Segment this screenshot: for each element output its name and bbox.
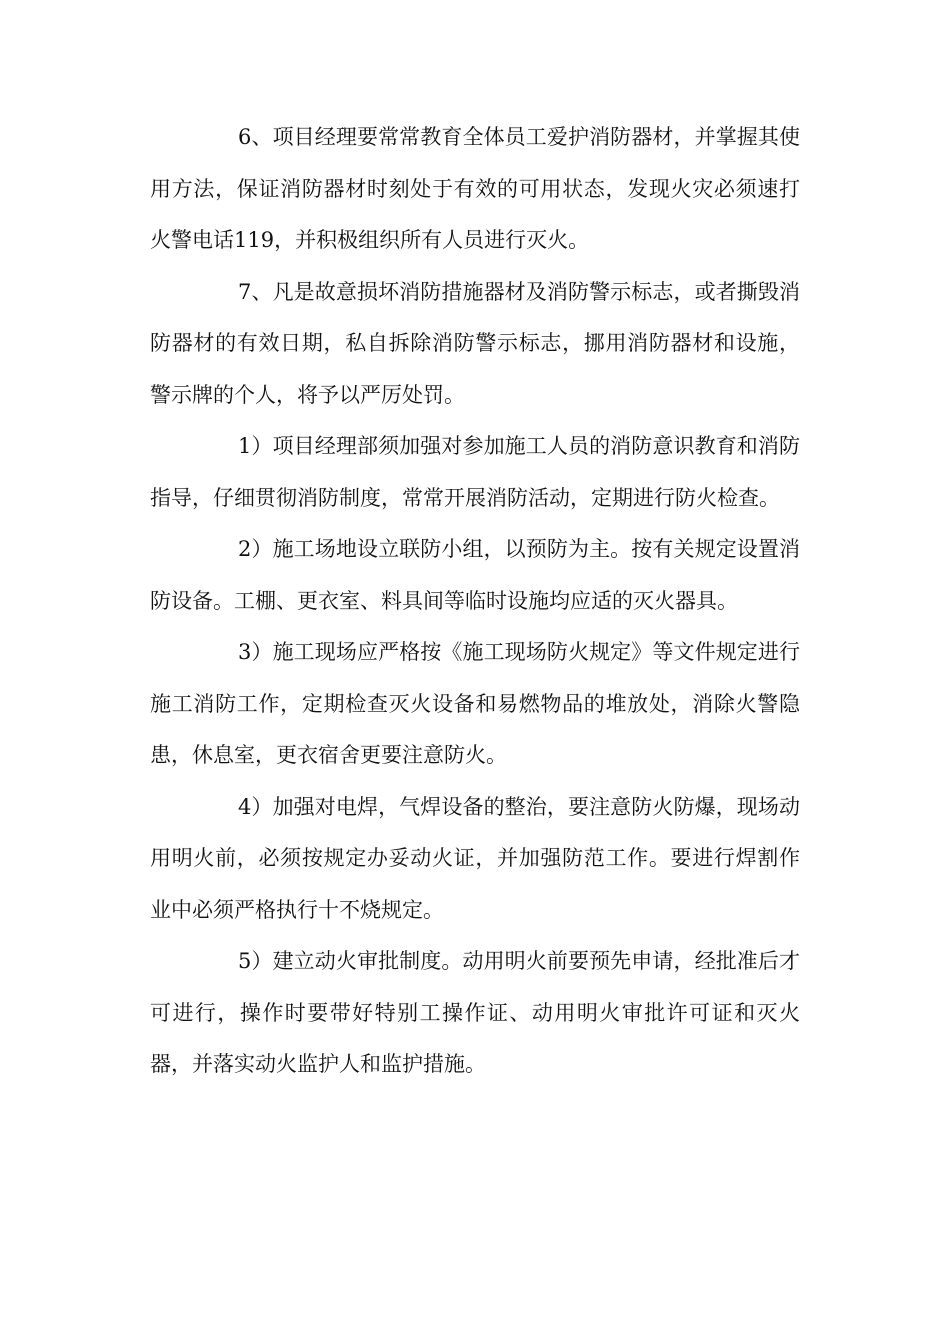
paragraph-item-6: 6、项目经理要常常教育全体员工爱护消防器材，并掌握其使用方法，保证消防器材时刻处于有效的可用状态，发现火灾必须速打火警电话119，并积极组织所有人员进行灭火。	[150, 125, 800, 252]
paragraph-subitem-4: 4）加强对电焊，气焊设备的整治，要注意防火防爆，现场动用明火前，必须按规定办妥动火证，并加强防范工作。要进行焊割作业中必须严格执行十不烧规定。	[150, 794, 800, 922]
paragraph-subitem-1: 1）项目经理部须加强对参加施工人员的消防意识教育和消防指导，仔细贯彻消防制度，常常开展消防活动，定期进行防火检查。	[150, 434, 800, 510]
paragraph-item-7: 7、凡是故意损坏消防措施器材及消防警示标志，或者撕毁消防器材的有效日期，私自拆除消防警示标志，挪用消防器材和设施，警示牌的个人，将予以严厉处罚。	[150, 279, 800, 407]
paragraph-subitem-5: 5）建立动火审批制度。动用明火前要预先申请，经批准后才可进行，操作时要带好特别工操作证、动用明火审批许可证和灭火器，并落实动火监护人和监护措施。	[150, 949, 800, 1076]
paragraph-subitem-2: 2）施工场地设立联防小组，以预防为主。按有关规定设置消防设备。工棚、更衣室、料具间等临时设施均应适的灭火器具。	[150, 537, 800, 613]
paragraph-subitem-3: 3）施工现场应严格按《施工现场防火规定》等文件规定进行施工消防工作，定期检查灭火设备和易燃物品的堆放处，消除火警隐患，休息室，更衣宿舍更要注意防火。	[150, 640, 800, 767]
document-body	[150, 112, 800, 1091]
